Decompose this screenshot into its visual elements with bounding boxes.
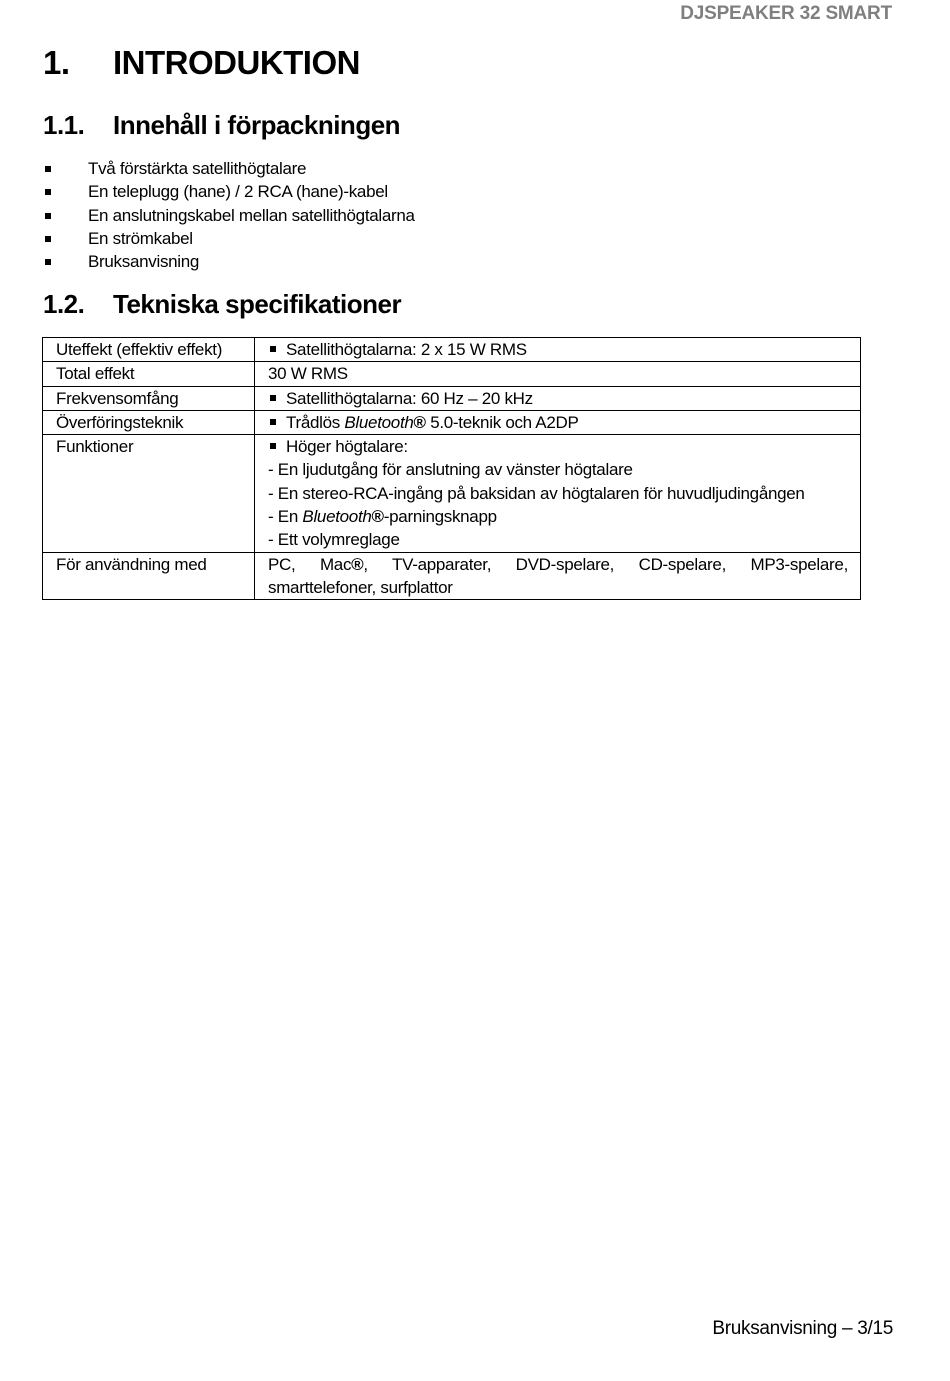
section-number: 1.: [43, 44, 70, 81]
spec-label: Funktioner: [43, 435, 255, 552]
bullet-icon: [45, 236, 51, 242]
list-item: [43, 157, 415, 180]
spec-label: Frekvensomfång: [43, 386, 255, 410]
section-title: INTRODUKTION: [113, 44, 360, 81]
spec-value: [255, 338, 861, 362]
list-item: [43, 250, 415, 273]
page-footer: Bruksanvisning – 3/15: [712, 1318, 893, 1339]
spec-label: Total effekt: [43, 362, 255, 386]
table-row: [43, 362, 861, 386]
spec-value: [255, 386, 861, 410]
registered-mark: ®: [413, 412, 426, 432]
registered-mark: ®: [371, 507, 384, 527]
subsection-number: 1.1.: [43, 110, 85, 140]
subsection-heading-contents: [43, 110, 400, 141]
feature-line: - En Bluetooth®-parningsknapp: [268, 507, 497, 527]
subsection-title: Tekniska specifikationer: [113, 289, 402, 319]
package-contents-list: [43, 157, 415, 273]
list-item-text: En strömkabel: [88, 228, 193, 248]
feature-line: - En stereo-RCA-ingång på baksidan av högtalaren för huvudljudingången: [268, 483, 805, 503]
subsection-heading-specs: [43, 289, 401, 320]
list-item-text: Bruksanvisning: [88, 252, 200, 272]
bullet-icon: [45, 213, 51, 219]
list-item: [43, 204, 415, 227]
spec-value-text: 5.0-teknik och A2DP: [425, 412, 579, 432]
table-row: [43, 410, 861, 434]
specifications-table: [42, 337, 861, 600]
list-item-text: En teleplugg (hane) / 2 RCA (hane)-kabel: [88, 182, 388, 202]
feature-heading: Höger högtalare:: [268, 435, 848, 458]
spec-value: [255, 435, 861, 552]
table-row: [43, 338, 861, 362]
spec-value-text: Satellithögtalarna: 60 Hz – 20 kHz: [286, 388, 533, 408]
list-item-text: En anslutningskabel mellan satellithögtalarna: [88, 205, 415, 225]
spec-value: [255, 410, 861, 434]
spec-label: Överföringsteknik: [43, 410, 255, 434]
spec-value-text: Satellithögtalarna: 2 x 15 W RMS: [286, 340, 527, 359]
list-item-text: Två förstärkta satellithögtalare: [88, 159, 307, 178]
list-item: [43, 227, 415, 250]
registered-mark: ®: [351, 554, 364, 574]
table-row: [43, 552, 861, 600]
bullet-icon: [45, 189, 51, 195]
bullet-icon: [45, 259, 51, 265]
feature-line: - Ett volymreglage: [268, 530, 400, 550]
spec-label: För användning med: [43, 552, 255, 600]
spec-label: Uteffekt (effektiv effekt): [43, 338, 255, 362]
spec-value: PC, Mac®, TV-apparater, DVD-spelare, CD-spelare, MP3-spelare, smarttelefoner, surfplattor: [255, 552, 861, 600]
bullet-icon: [270, 395, 276, 401]
feature-line: - En ljudutgång för anslutning av vänster högtalare: [268, 460, 633, 480]
subsection-number: 1.2.: [43, 289, 85, 319]
bullet-icon: [270, 419, 276, 425]
running-header: DJSPEAKER 32 SMART: [680, 3, 892, 24]
brand-name: Bluetooth: [344, 412, 414, 432]
list-item: [43, 180, 415, 203]
table-row: [43, 386, 861, 410]
bullet-icon: [270, 346, 276, 352]
spec-value-text: Trådlös: [286, 412, 345, 432]
brand-name: Bluetooth: [302, 507, 372, 527]
subsection-title: Innehåll i förpackningen: [113, 110, 401, 140]
bullet-icon: [45, 166, 51, 172]
section-heading-introduktion: [43, 44, 360, 82]
spec-value: 30 W RMS: [255, 362, 861, 386]
table-row: [43, 435, 861, 552]
bullet-icon: [270, 443, 276, 449]
